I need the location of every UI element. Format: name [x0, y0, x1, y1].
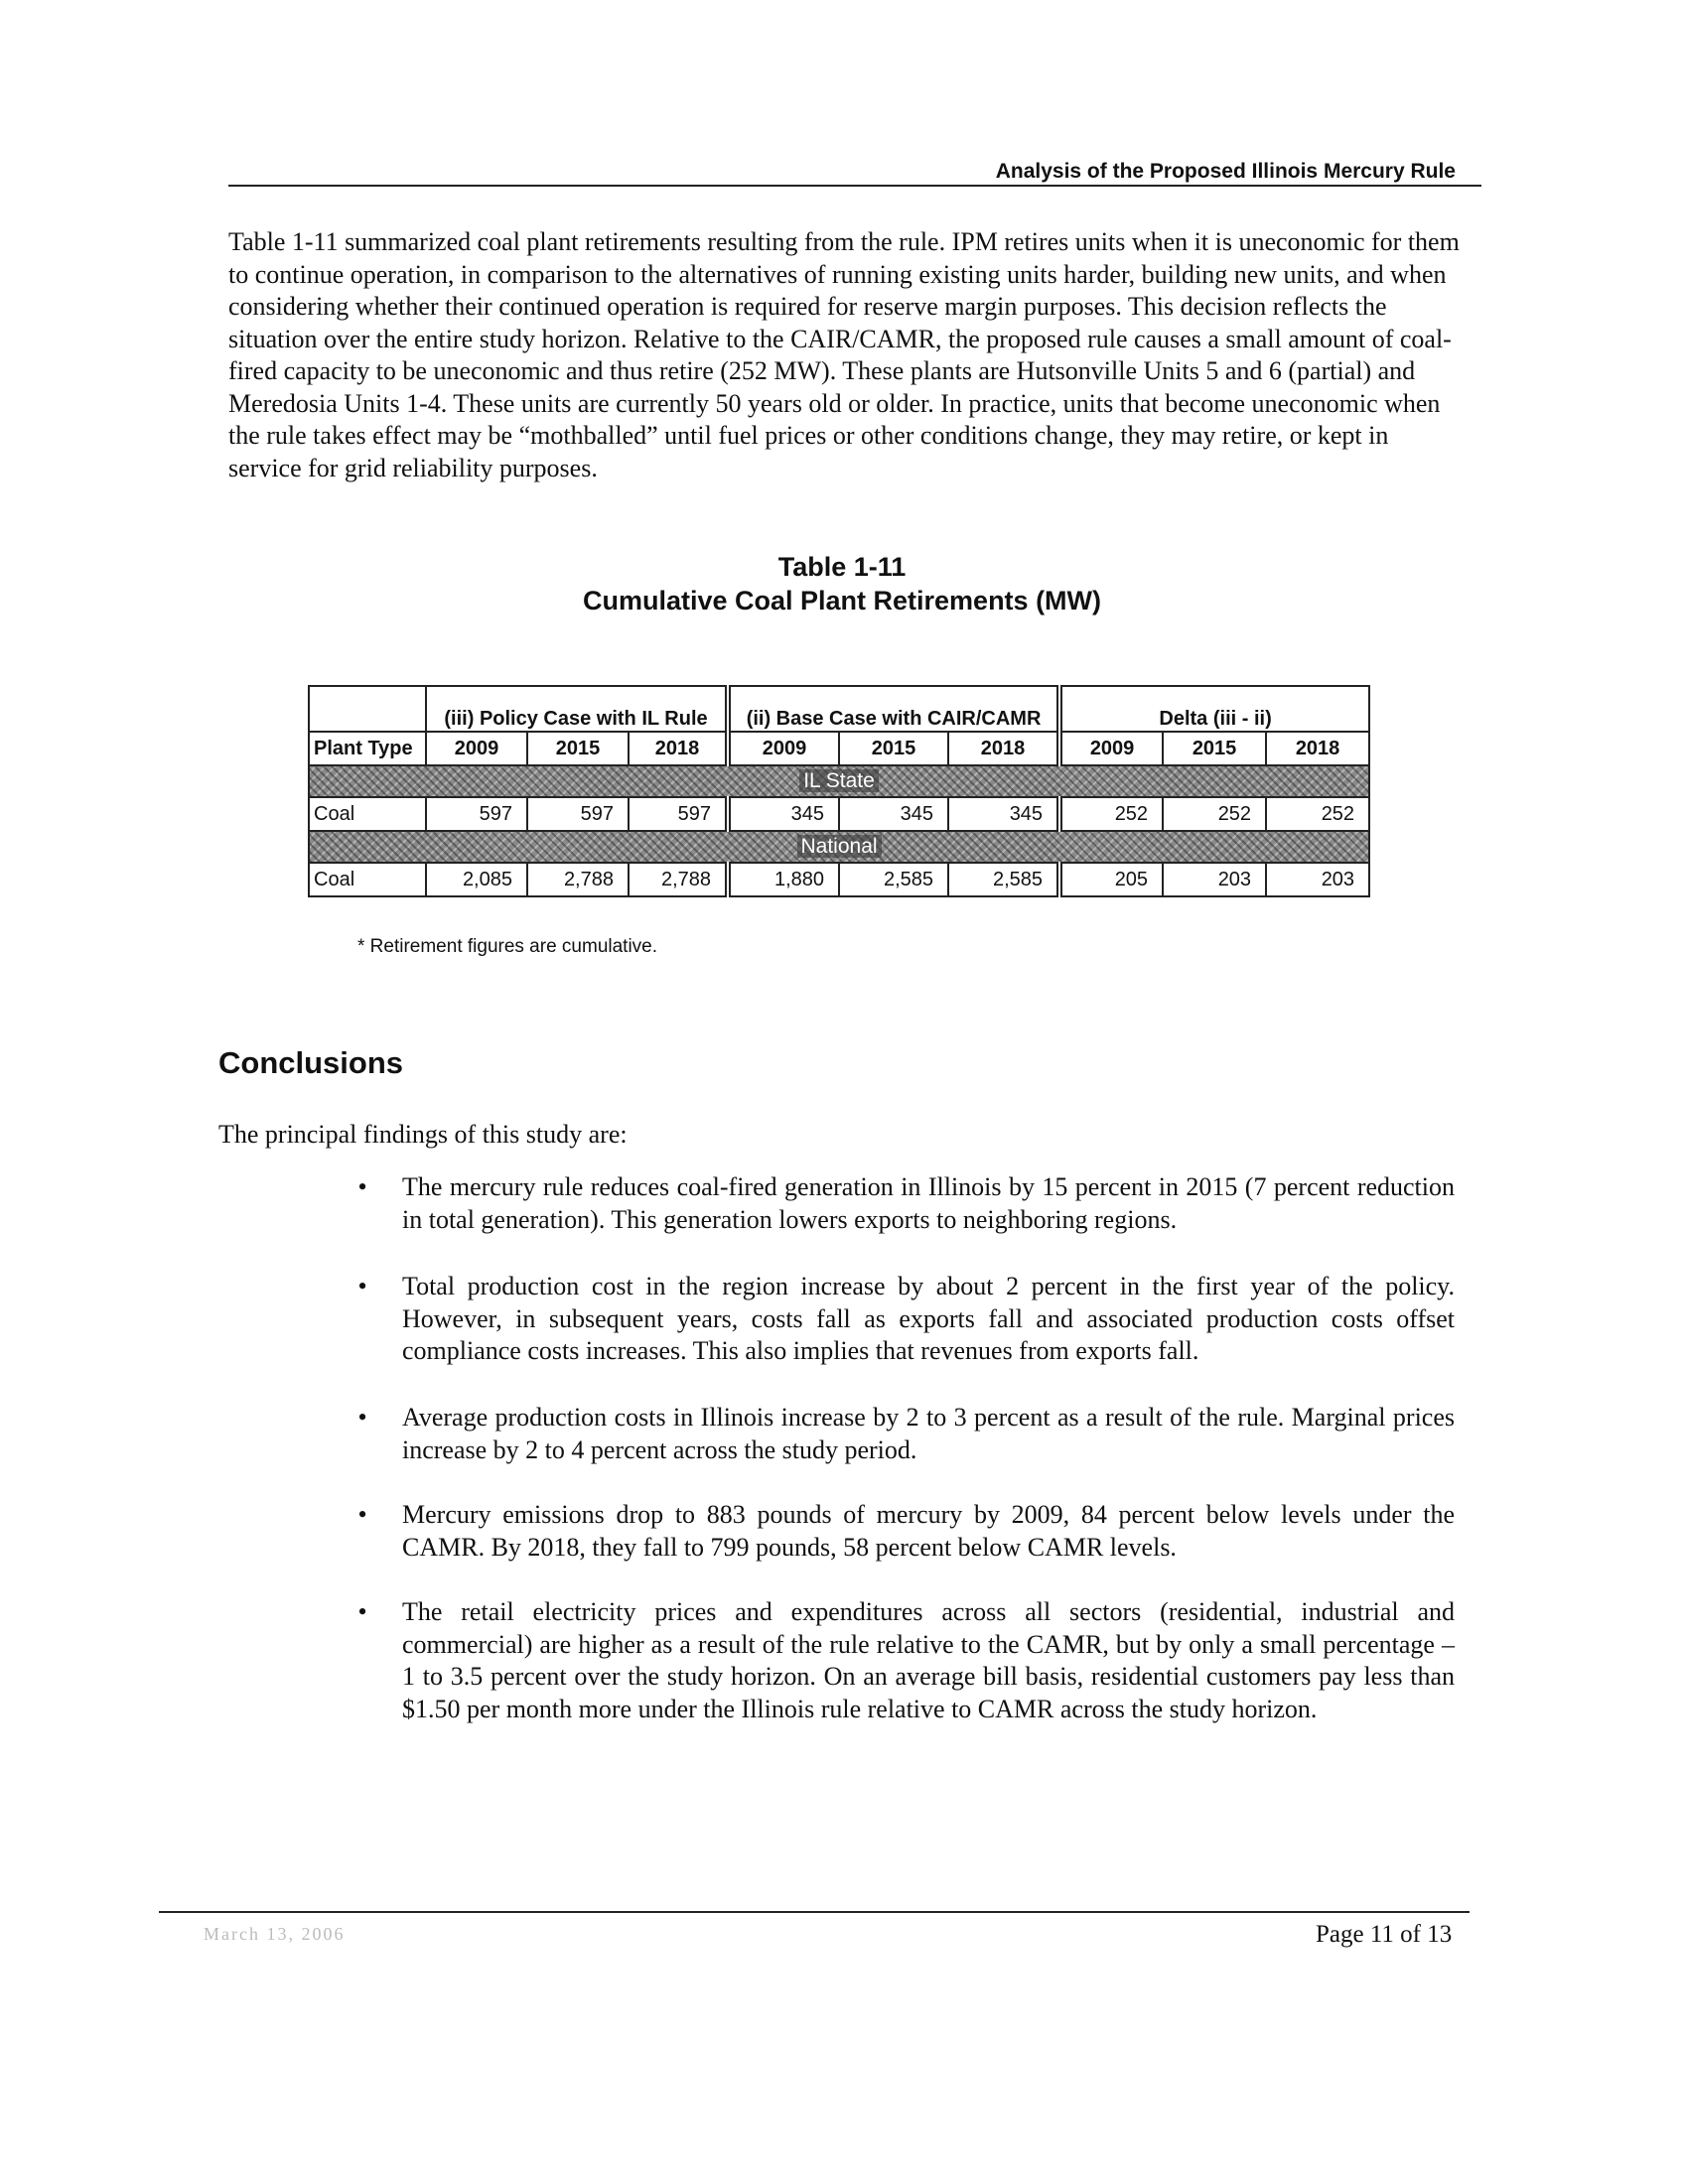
year-header: 2009	[728, 732, 839, 765]
finding-text: The mercury rule reduces coal-fired generation in Illinois by 15 percent in 2015 (7 percent reduction in total generation). This generation lowers exports to neighboring regions.	[402, 1172, 1455, 1234]
table-note: * Retirement figures are cumulative.	[357, 936, 658, 957]
table-cell: 252	[1266, 797, 1369, 831]
table-cell: 252	[1059, 797, 1163, 831]
table-cell: 203	[1163, 863, 1266, 896]
table-cell: 345	[948, 797, 1059, 831]
row-label: Coal	[309, 797, 426, 831]
table-cell: 345	[728, 797, 839, 831]
finding-text: Total production cost in the region increase by about 2 percent in the first year of the policy. However, in subsequent years, costs fall as exports fall and associated production costs offset compliance costs increases. This also implies that revenues from exports fall.	[402, 1272, 1455, 1365]
group-header-policy: (iii) Policy Case with IL Rule	[426, 686, 728, 732]
retirements-table	[308, 685, 1370, 897]
page-number: Page 11 of 13	[1316, 1921, 1453, 1948]
table-cell: 1,880	[728, 863, 839, 896]
findings-lead: The principal findings of this study are:	[218, 1120, 628, 1149]
table-cell: 597	[629, 797, 728, 831]
year-header: 2009	[426, 732, 527, 765]
section-band-il-state	[309, 765, 1369, 797]
bullet-icon: •	[357, 1597, 367, 1626]
list-item	[357, 1271, 1455, 1368]
table-cell: 203	[1266, 863, 1369, 896]
section-label: IL State	[799, 769, 879, 792]
table-row	[309, 863, 1369, 896]
year-header: 2015	[839, 732, 948, 765]
footer-rule	[159, 1911, 1470, 1913]
table-cell: 597	[527, 797, 629, 831]
row-label: Coal	[309, 863, 426, 896]
table-cell: 597	[426, 797, 527, 831]
bullet-icon: •	[357, 1500, 367, 1529]
bullet-icon: •	[357, 1403, 367, 1432]
bullet-icon: •	[357, 1272, 367, 1300]
table-cell: 2,085	[426, 863, 527, 896]
table-cell: 2,788	[527, 863, 629, 896]
bullet-icon: •	[357, 1172, 367, 1201]
list-item	[357, 1171, 1455, 1236]
section-band-national	[309, 831, 1369, 863]
table-cell: 345	[839, 797, 948, 831]
list-item	[357, 1596, 1455, 1725]
year-header: 2018	[948, 732, 1059, 765]
year-header: 2015	[1163, 732, 1266, 765]
corner-cell	[309, 686, 426, 732]
finding-text: The retail electricity prices and expenditures across all sectors (residential, industrial and commercial) are higher as a result of the rule relative to the CAMR, but by only a small percentage – 1 to 3.5 percent over the study horizon. On an average bill basis, residential customers pay less than $1.50 per month more under the Illinois rule relative to CAMR across the study horizon.	[402, 1597, 1455, 1723]
group-header-delta: Delta (iii - ii)	[1059, 686, 1369, 732]
year-header: 2018	[629, 732, 728, 765]
section-heading-conclusions: Conclusions	[218, 1045, 404, 1080]
group-header-base: (ii) Base Case with CAIR/CAMR	[728, 686, 1059, 732]
intro-paragraph: Table 1-11 summarized coal plant retirements resulting from the rule. IPM retires units when it is uneconomic for them to continue operation, in comparison to the alternatives of running existing units harder, building new units, and when considering whether their continued operation is required for reserve margin purposes. This decision reflects the situation over the entire study horizon. Relative to the CAIR/CAMR, the proposed rule causes a small amount of coal-fired capacity to be uneconomic and thus retire (252 MW). These plants are Hutsonville Units 5 and 6 (partial) and Meredosia Units 1-4. These units are currently 50 years old or older. In practice, units that become uneconomic when the rule takes effect may be “mothballed” until fuel prices or other conditions change, they may retire, or kept in service for grid reliability purposes.	[228, 227, 1460, 482]
table-cell: 2,585	[948, 863, 1059, 896]
table-cell: 2,788	[629, 863, 728, 896]
table-cell: 252	[1163, 797, 1266, 831]
section-label: National	[797, 835, 882, 858]
year-header: 2009	[1059, 732, 1163, 765]
group-header-row	[309, 686, 1369, 732]
plant-type-header: Plant Type	[309, 732, 426, 765]
table-number: Table 1-11	[777, 552, 907, 582]
finding-text: Average production costs in Illinois increase by 2 to 3 percent as a result of the rule. Marginal prices increase by 2 to 4 percent across the study period.	[402, 1403, 1455, 1464]
year-header-row	[309, 732, 1369, 765]
table-title: Cumulative Coal Plant Retirements (MW)	[582, 586, 1102, 615]
list-item	[357, 1499, 1455, 1564]
running-head: Analysis of the Proposed Illinois Mercury Rule	[228, 159, 1481, 187]
finding-text: Mercury emissions drop to 883 pounds of mercury by 2009, 84 percent below levels under the CAMR. By 2018, they fall to 799 pounds, 58 percent below CAMR levels.	[402, 1500, 1455, 1562]
footer-date: March 13, 2006	[204, 1924, 346, 1944]
list-item	[357, 1402, 1455, 1466]
table-cell: 205	[1059, 863, 1163, 896]
year-header: 2015	[527, 732, 629, 765]
year-header: 2018	[1266, 732, 1369, 765]
table-cell: 2,585	[839, 863, 948, 896]
table-row	[309, 797, 1369, 831]
